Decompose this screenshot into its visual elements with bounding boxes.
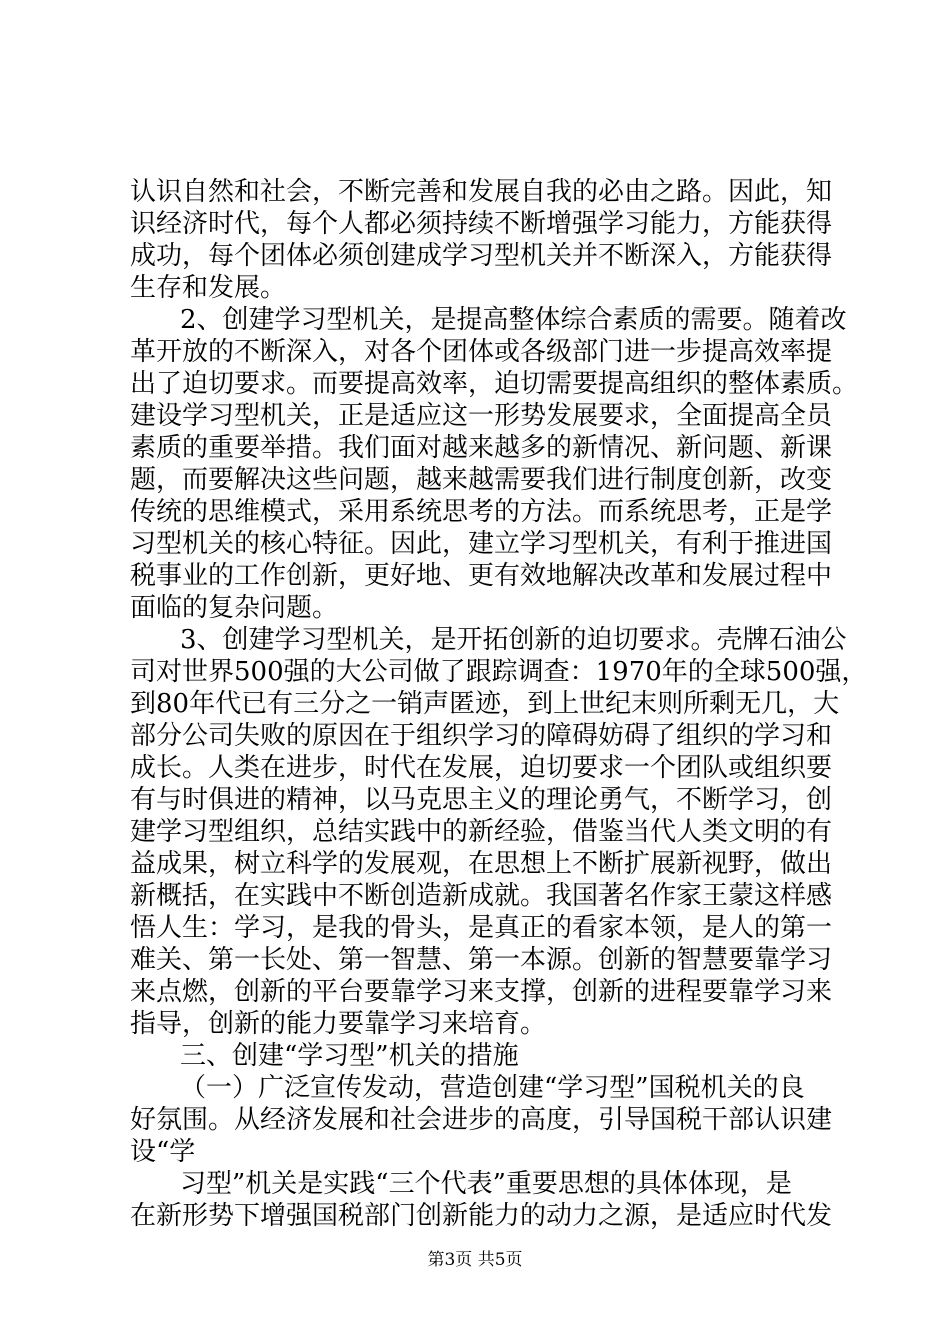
text-line: 认识自然和社会，不断完善和发展自我的必由之路。因此，知 [130,177,833,207]
text-line: 建设学习型机关，正是适应这一形势发展要求，全面提高全员 [130,401,833,431]
text-line: 3、创建学习型机关，是开拓创新的迫切要求。壳牌石油公 [180,625,847,655]
text-line: 革开放的不断深入，对各个团体或各级部门进一步提高效率提 [130,337,833,367]
text-line: 题，而要解决这些问题，越来越需要我们进行制度创新，改变 [130,465,833,495]
text-line: 新概括，在实践中不断创造新成就。我国著名作家王蒙这样感 [130,881,833,911]
text-line: 出了迫切要求。而要提高效率，迫切需要提高组织的整体素质。 [130,369,859,399]
text-line: 到80年代已有三分之一销声匿迹，到上世纪末则所剩无几，大 [130,689,840,719]
text-line: （一）广泛宣传发动，营造创建“学习型”国税机关的良 [180,1073,805,1103]
text-line: 有与时俱进的精神，以马克思主义的理论勇气，不断学习，创 [130,785,833,815]
text-line: 悟人生：学习，是我的骨头，是真正的看家本领，是人的第一 [130,913,833,943]
text-line: 司对世界500强的大公司做了跟踪调查：1970年的全球500强， [130,657,868,687]
text-line: 习型机关的核心特征。因此，建立学习型机关，有利于推进国 [130,529,833,559]
section-heading: 三、创建“学习型”机关的措施 [180,1041,519,1071]
text-line: 成功，每个团体必须创建成学习型机关并不断深入，方能获得 [130,241,833,271]
text-line: 成长。人类在进步，时代在发展，迫切要求一个团队或组织要 [130,753,833,783]
text-line: 素质的重要举措。我们面对越来越多的新情况、新问题、新课 [130,433,833,463]
text-line: 识经济时代，每个人都必须持续不断增强学习能力，方能获得 [130,209,833,239]
text-line: 建学习型组织，总结实践中的新经验，借鉴当代人类文明的有 [130,817,833,847]
text-line: 益成果，树立科学的发展观，在思想上不断扩展新视野，做出 [130,849,833,879]
page-footer: 第3页 共5页 [427,1250,523,1270]
text-line: 设“学 [130,1137,196,1167]
text-line: 在新形势下增强国税部门创新能力的动力之源，是适应时代发 [130,1201,833,1231]
text-line: 习型”机关是实践“三个代表”重要思想的具体体现，是 [180,1169,792,1199]
text-line: 2、创建学习型机关，是提高整体综合素质的需要。随着改 [180,305,847,335]
text-line: 好氛围。从经济发展和社会进步的高度，引导国税干部认识建 [130,1105,833,1135]
text-line: 生存和发展。 [130,273,287,303]
text-line: 传统的思维模式，采用系统思考的方法。而系统思考，正是学 [130,497,833,527]
text-line: 难关、第一长处、第一智慧、第一本源。创新的智慧要靠学习 [130,945,833,975]
text-line: 税事业的工作创新，更好地、更有效地解决改革和发展过程中 [130,561,833,591]
text-line: 部分公司失败的原因在于组织学习的障碍妨碍了组织的学习和 [130,721,833,751]
text-line: 指导，创新的能力要靠学习来培育。 [130,1009,547,1039]
text-line: 来点燃，创新的平台要靠学习来支撑，创新的进程要靠学习来 [130,977,833,1007]
text-line: 面临的复杂问题。 [130,593,339,623]
